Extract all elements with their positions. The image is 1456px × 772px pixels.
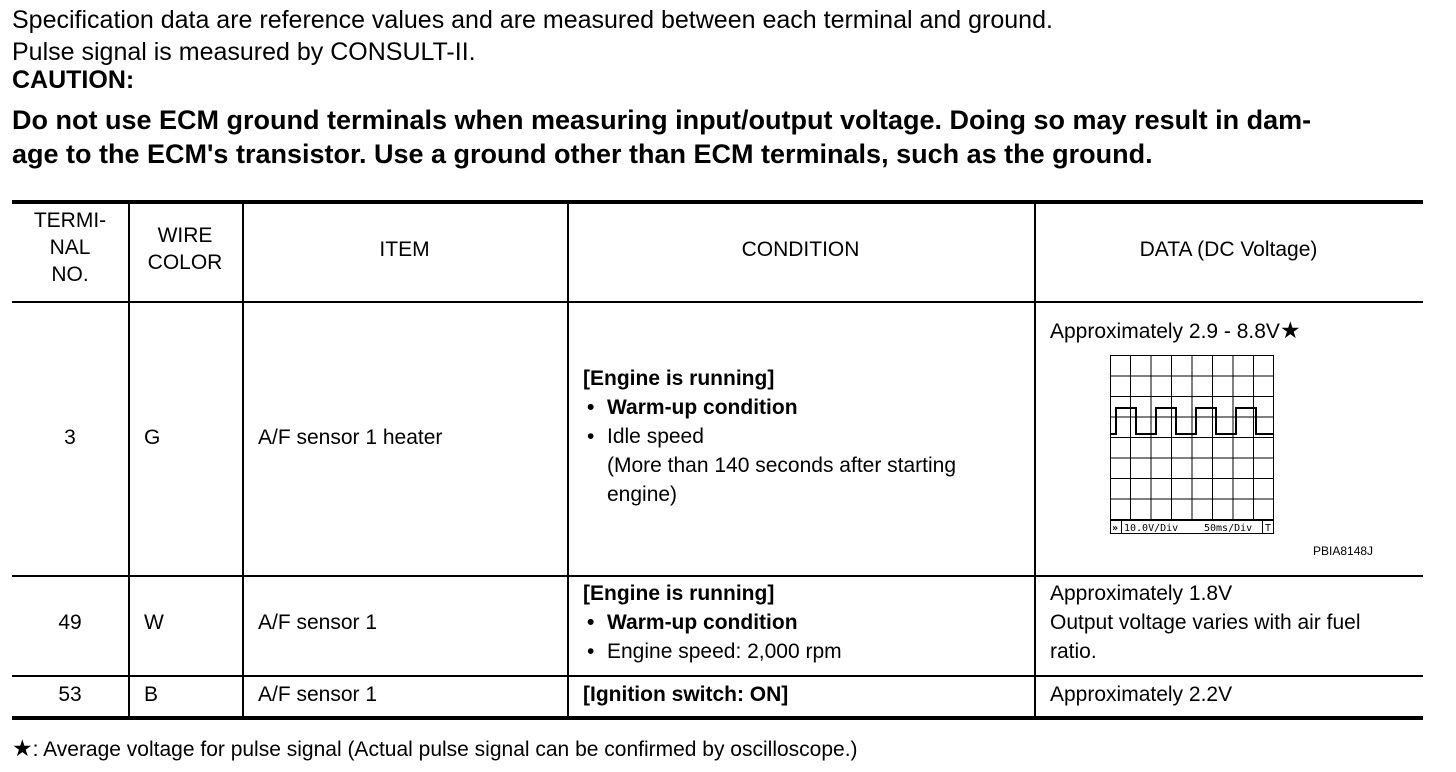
star-icon: ★ xyxy=(12,735,33,761)
table-bottom-rule xyxy=(12,716,1423,720)
header-item: ITEM xyxy=(379,238,430,261)
wire-color: B xyxy=(144,683,159,706)
footnote xyxy=(12,733,858,765)
condition-title: [Engine is running] xyxy=(583,367,775,390)
bullet-icon: • xyxy=(587,611,595,634)
condition-bullet xyxy=(583,422,1023,451)
scope-trigger-marker: T xyxy=(1265,523,1272,534)
condition-note xyxy=(583,451,1023,509)
ecm-terminal-spec-table xyxy=(12,200,1423,722)
header-condition: CONDITION xyxy=(741,238,860,261)
condition-bullet xyxy=(583,393,1023,422)
condition xyxy=(583,364,1023,509)
wire-color: G xyxy=(144,426,161,449)
table-row xyxy=(12,576,1423,675)
item-name: A/F sensor 1 xyxy=(258,683,378,706)
intro-text-line-1: Specification data are reference values and are measured between each terminal and ground. xyxy=(12,6,1053,34)
terminal-no: 53 xyxy=(58,683,82,706)
table-row xyxy=(12,303,1423,575)
caution-text-line-2: age to the ECM's transistor. Use a ground other than ECM terminals, such as the ground. xyxy=(12,139,1153,169)
footnote-text: : Average voltage for pulse signal (Actual pulse signal can be confirmed by oscilloscope.) xyxy=(32,738,858,761)
oscilloscope-waveform xyxy=(1110,355,1290,545)
condition-bullet-text: Engine speed: 2,000 rpm xyxy=(607,640,842,663)
scope-volts-per-div: 10.0V/Div xyxy=(1124,523,1179,534)
data-value: Output voltage varies with air fuel xyxy=(1050,611,1361,634)
bullet-icon: • xyxy=(587,640,595,663)
scope-fast-forward-icon: » xyxy=(1112,523,1119,534)
item-name: A/F sensor 1 heater xyxy=(258,426,443,449)
terminal-no: 49 xyxy=(58,611,82,634)
item-name: A/F sensor 1 xyxy=(258,611,378,634)
header-data: DATA (DC Voltage) xyxy=(1139,238,1318,261)
figure-code: PBIA8148J xyxy=(1313,544,1374,558)
bullet-icon: • xyxy=(587,396,595,419)
header-terminal-line: NAL xyxy=(49,236,91,259)
data-value: Approximately 1.8V xyxy=(1050,582,1233,605)
header-wire-line: WIRE xyxy=(157,224,213,247)
caution-text-line-1: Do not use ECM ground terminals when measuring input/output voltage. Doing so may result in dam- xyxy=(12,105,1312,135)
data-value: Approximately 2.2V xyxy=(1050,683,1233,706)
data-cell xyxy=(1050,579,1420,666)
condition-bullet-text: Warm-up condition xyxy=(607,611,798,634)
header-terminal-no xyxy=(12,207,128,288)
data-value-text: Approximately 2.9 - 8.8V xyxy=(1050,320,1280,343)
header-wire-color xyxy=(128,222,242,276)
header-terminal-line: TERMI- xyxy=(33,209,107,232)
data-value: ratio. xyxy=(1050,640,1097,663)
star-icon: ★ xyxy=(1279,317,1301,343)
condition-title: [Engine is running] xyxy=(583,582,775,605)
condition-bullet-text: Warm-up condition xyxy=(607,396,798,419)
condition-bullet-text: Idle speed xyxy=(607,425,704,448)
table-row xyxy=(12,677,1423,716)
condition-note-line: engine) xyxy=(607,483,678,506)
bullet-icon: • xyxy=(587,425,595,448)
table-header-row xyxy=(12,204,1423,301)
caution-text xyxy=(12,103,1427,171)
intro-text-line-2: Pulse signal is measured by CONSULT-II. xyxy=(12,38,476,66)
scope-time-per-div: 50ms/Div xyxy=(1204,523,1253,534)
terminal-no: 3 xyxy=(64,426,76,449)
caution-title: CAUTION: xyxy=(12,66,135,94)
condition-title: [Ignition switch: ON] xyxy=(583,683,789,706)
data-cell xyxy=(1050,316,1420,571)
condition-bullet xyxy=(583,608,1023,637)
condition-bullet xyxy=(583,637,1023,666)
condition xyxy=(583,579,1023,666)
data-value xyxy=(1050,316,1420,346)
header-wire-line: COLOR xyxy=(147,251,223,274)
condition-note-line: (More than 140 seconds after starting xyxy=(607,454,957,477)
header-terminal-line: NO. xyxy=(51,263,89,286)
wire-color: W xyxy=(144,611,164,634)
